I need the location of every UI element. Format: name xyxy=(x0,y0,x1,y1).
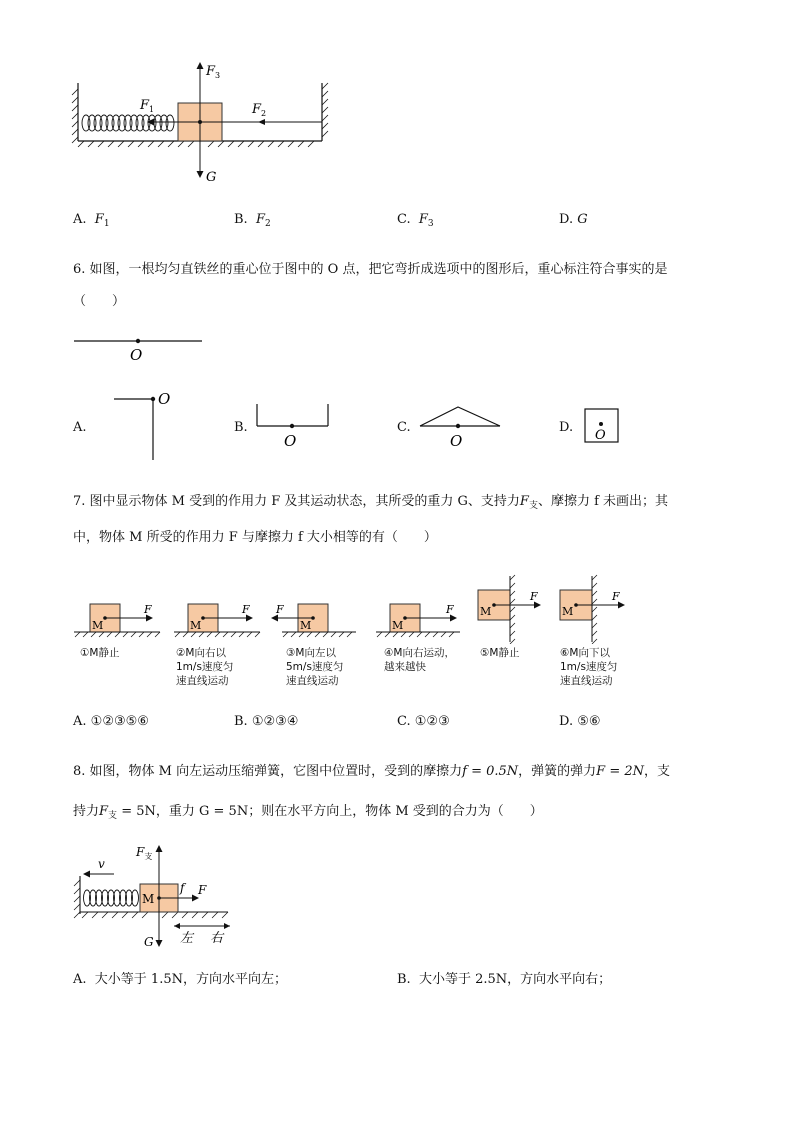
svg-text:F: F xyxy=(144,603,152,616)
q6-wire-figure xyxy=(70,330,210,364)
q8-option-a[interactable]: A. 大小等于 1.5N，方向水平向左； xyxy=(73,972,287,987)
q7-stem-line2: 中，物体 M 所受的作用力 F 与摩擦力 f 大小相等的有（ ） xyxy=(73,530,437,545)
svg-text:M: M xyxy=(300,619,312,632)
q6-option-d-letter[interactable]: D. xyxy=(559,420,574,435)
q7-caption-3: ③M向左以 5m/s速度匀 速直线运动 xyxy=(286,647,344,687)
q7-scenario-6-figure xyxy=(552,572,642,644)
svg-text:F支: $F_支$ xyxy=(136,845,153,861)
q6-point-o: O xyxy=(130,346,143,364)
figure-spring-block xyxy=(60,55,350,195)
svg-text:F: F xyxy=(276,603,284,616)
q6-option-b-letter[interactable]: B. xyxy=(234,420,248,435)
q6-option-c-figure[interactable] xyxy=(418,404,504,452)
q7-caption-5: ⑤M静止 xyxy=(480,647,520,659)
svg-text:M: M xyxy=(190,619,202,632)
svg-text:v: v xyxy=(98,857,105,871)
svg-text:M: M xyxy=(562,605,574,618)
q6-stem-line1: 6. 如图，一根均匀直铁丝的重心位于图中的 O 点，把它弯折成选项中的图形后，重心标注符合事实的是 xyxy=(73,262,668,277)
label-F1: $F_1$ xyxy=(140,98,155,114)
svg-text:O: O xyxy=(450,432,463,450)
q7-scenario-1-figure xyxy=(70,598,170,640)
q7-scenario-3-figure xyxy=(268,598,368,640)
svg-text:F: F xyxy=(612,590,620,603)
q8-stem-line2: 持力$F_支 = 5N$，重力 G = 5N；则在水平方向上，物体 M 受到的合力为（ ） xyxy=(73,804,543,821)
q7-stem-line1: 7. 图中显示物体 M 受到的作用力 F 及其运动状态，其所受的重力 G、支持力$F_支$、摩擦力 f 未画出；其 xyxy=(73,494,669,511)
svg-text:G: G xyxy=(144,935,154,949)
q8-figure xyxy=(70,840,240,952)
q5-option-c[interactable]: C. $F_3$ xyxy=(397,212,434,229)
q7-option-a[interactable]: A. ①②③⑤⑥ xyxy=(73,714,149,729)
q6-option-c-letter[interactable]: C. xyxy=(397,420,411,435)
label-F2: $F_2$ xyxy=(252,102,267,118)
q7-option-b[interactable]: B. ①②③④ xyxy=(234,714,299,729)
q8-option-b[interactable]: B. 大小等于 2.5N，方向水平向右； xyxy=(397,972,612,987)
q7-option-d[interactable]: D. ⑤⑥ xyxy=(559,714,601,729)
q7-caption-6: ⑥M向下以 1m/s速度匀 速直线运动 xyxy=(560,647,618,687)
q7-caption-1: ①M静止 xyxy=(80,647,120,659)
q5-option-b[interactable]: B. $F_2$ xyxy=(234,212,271,229)
q7-option-c[interactable]: C. ①②③ xyxy=(397,714,450,729)
q5-option-a[interactable]: A. $F_1$ xyxy=(73,212,110,229)
svg-text:M: M xyxy=(92,619,104,632)
q5-option-d[interactable]: D. G xyxy=(559,212,588,227)
svg-text:M: M xyxy=(392,619,404,632)
svg-text:F: F xyxy=(198,883,207,897)
svg-text:M: M xyxy=(480,605,492,618)
q7-scenario-2-figure xyxy=(170,598,270,640)
svg-text:右: 右 xyxy=(210,931,224,946)
q7-scenario-5-figure xyxy=(470,572,560,644)
q8-stem-line1: 8. 如图，物体 M 向左运动压缩弹簧，它图中位置时，受到的摩擦力f = 0.5N，弹簧的弹力F = 2N，支 xyxy=(73,764,671,779)
svg-text:O: O xyxy=(284,432,297,450)
svg-text:M: M xyxy=(142,892,155,906)
q6-option-b-figure[interactable] xyxy=(252,400,332,452)
q7-scenario-4-figure xyxy=(372,598,472,640)
q6-option-a-letter[interactable]: A. xyxy=(73,420,87,435)
q7-caption-2: ②M向右以 1m/s速度匀 速直线运动 xyxy=(176,647,234,687)
label-G: G xyxy=(206,170,217,185)
q7-caption-4: ④M向右运动， 越来越快 xyxy=(384,647,455,673)
label-F3: $F_3$ xyxy=(206,64,221,80)
q6-stem-line2: （ ） xyxy=(73,294,126,309)
q6-option-a-figure[interactable] xyxy=(108,386,178,466)
svg-text:f: f xyxy=(180,881,185,895)
svg-text:F: F xyxy=(242,603,250,616)
svg-text:O: O xyxy=(158,390,171,408)
svg-text:F: F xyxy=(446,603,454,616)
svg-text:F: F xyxy=(530,590,538,603)
svg-text:O: O xyxy=(595,428,606,443)
svg-text:左: 左 xyxy=(180,931,194,946)
q6-option-d-figure[interactable] xyxy=(584,408,620,444)
